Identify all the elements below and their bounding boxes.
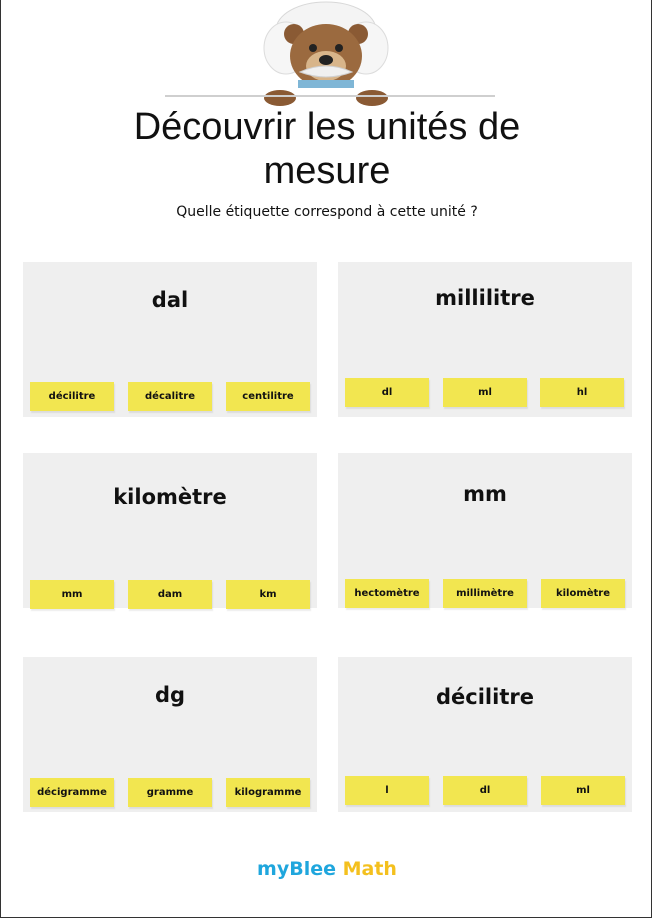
exercise-card <box>338 262 632 417</box>
answer-option[interactable]: millimètre <box>443 579 527 608</box>
answer-option[interactable]: gramme <box>128 778 212 807</box>
answer-option[interactable]: ml <box>541 776 625 805</box>
bear-mascot-icon <box>256 0 396 108</box>
answer-option[interactable]: décigramme <box>30 778 114 807</box>
page-title <box>0 105 654 193</box>
unit-prompt: décilitre <box>436 685 534 709</box>
title-line-1: Découvrir les unités de <box>133 106 521 148</box>
unit-prompt: mm <box>463 482 507 506</box>
answer-option[interactable]: dl <box>345 378 429 407</box>
exercise-card <box>23 453 317 608</box>
instruction-text: Quelle étiquette correspond à cette unité ? <box>176 204 478 220</box>
answer-option[interactable]: décilitre <box>30 382 114 411</box>
answer-option[interactable]: kilogramme <box>226 778 310 807</box>
answer-option[interactable]: dl <box>443 776 527 805</box>
exercise-card <box>23 657 317 812</box>
brand-name-part-2: Math <box>342 858 397 880</box>
answer-option[interactable]: dam <box>128 580 212 609</box>
exercise-card <box>338 657 632 812</box>
brand-logo <box>0 858 654 880</box>
unit-prompt: millilitre <box>435 286 535 310</box>
answer-option[interactable]: centilitre <box>226 382 310 411</box>
answer-option[interactable]: décalitre <box>128 382 212 411</box>
unit-prompt: dal <box>151 288 189 312</box>
answer-option[interactable]: l <box>345 776 429 805</box>
answer-option[interactable]: mm <box>30 580 114 609</box>
exercise-card <box>338 453 632 608</box>
answer-option[interactable]: hl <box>540 378 624 407</box>
unit-prompt: dg <box>154 683 186 707</box>
unit-prompt: kilomètre <box>113 485 227 509</box>
header-divider <box>165 95 495 97</box>
answer-option[interactable]: ml <box>443 378 527 407</box>
exercise-card <box>23 262 317 417</box>
answer-option[interactable]: hectomètre <box>345 579 429 608</box>
answer-option[interactable]: km <box>226 580 310 609</box>
brand-name-part-1: myBlee <box>257 858 336 880</box>
answer-option[interactable]: kilomètre <box>541 579 625 608</box>
title-line-2: mesure <box>263 150 391 192</box>
